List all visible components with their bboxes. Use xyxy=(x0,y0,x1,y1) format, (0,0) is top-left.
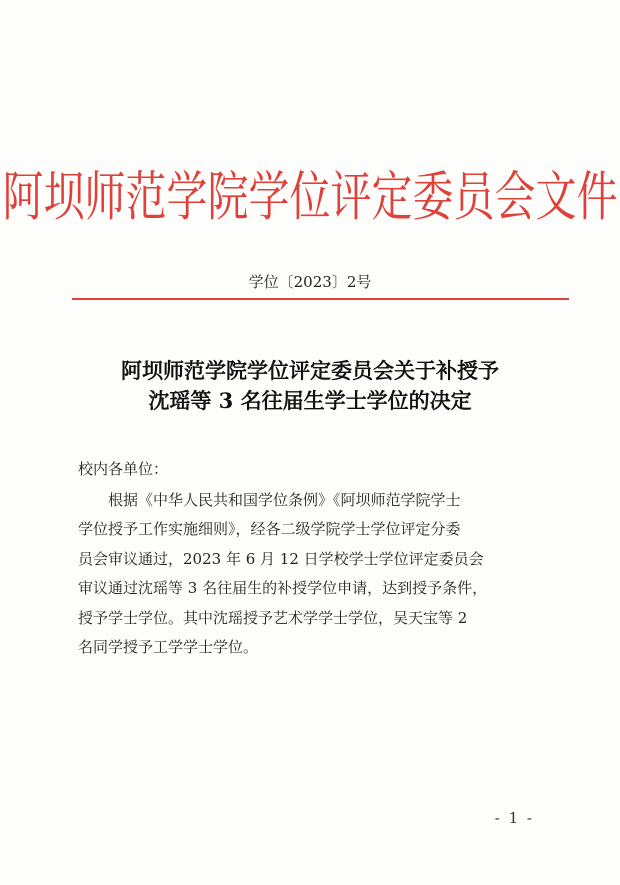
red-divider-line xyxy=(72,298,569,300)
document-title xyxy=(0,356,620,416)
body-line: 授予学士学位。其中沈瑶授予艺术学学士学位，吴天宝等 2 xyxy=(78,608,468,627)
body-line: 根据《中华人民共和国学位条例》《阿坝师范学院学士 xyxy=(108,491,461,509)
body-paragraph xyxy=(78,486,558,662)
document-title-line-2: 沈瑶等 3 名往届生学士学位的决定 xyxy=(148,388,472,413)
body-line: 审议通过沈瑶等 3 名往届生的补授学位申请，达到授予条件， xyxy=(78,579,488,598)
body-line: 员会审议通过，2023 年 6 月 12 日学校学士学位评定委员会 xyxy=(78,549,484,568)
body-line: 学位授予工作实施细则》，经各二级学院学士学位评定分委 xyxy=(78,520,461,539)
page-number: - 1 - xyxy=(494,809,534,827)
document-number: 学位〔2023〕2号 xyxy=(248,273,372,291)
document-title-line-1: 阿坝师范学院学位评定委员会关于补授予 xyxy=(121,358,499,383)
salutation: 校内各单位： xyxy=(78,460,169,478)
body-line: 名同学授予工学学士学位。 xyxy=(78,638,259,657)
issuing-body-header: 阿坝师范学院学位评定委员会文件 xyxy=(2,165,618,228)
